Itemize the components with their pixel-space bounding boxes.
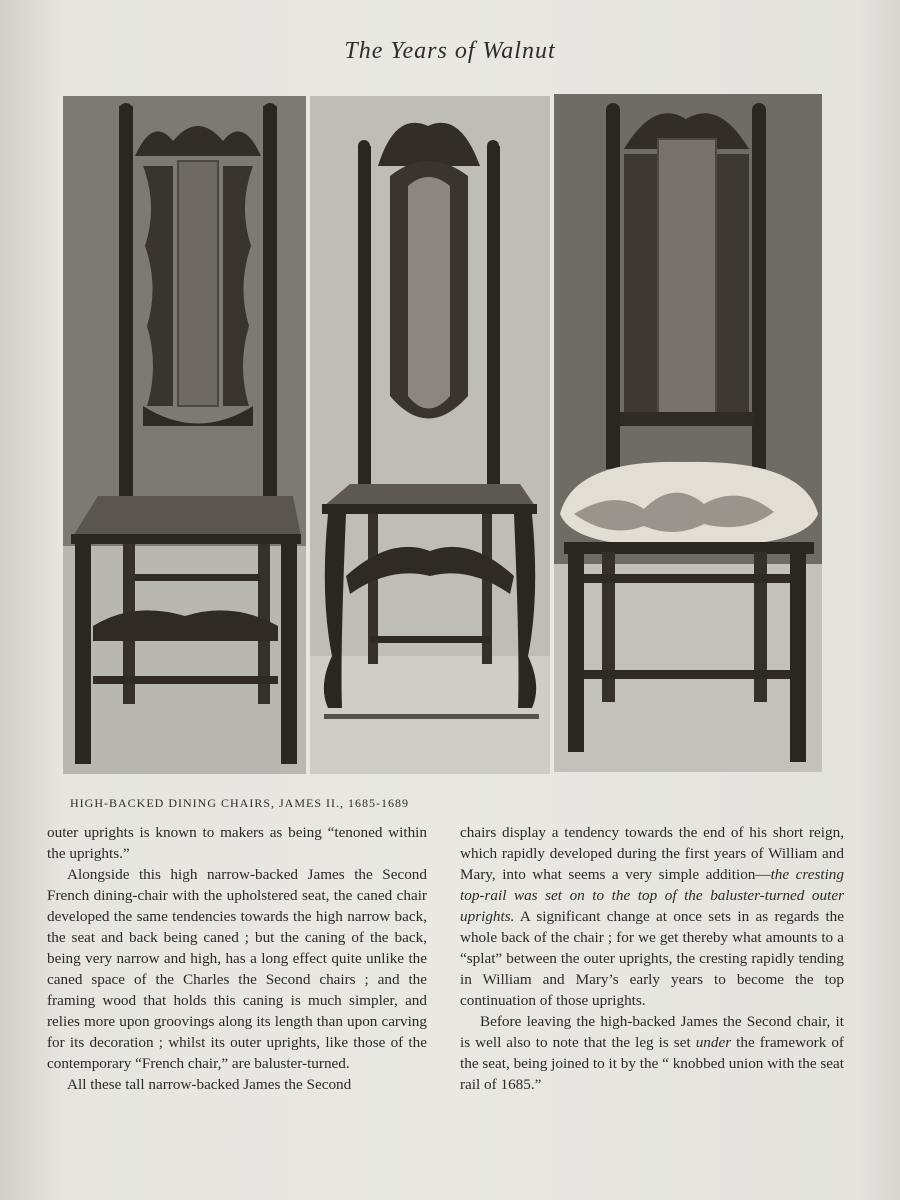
photo-plate-center: [310, 96, 550, 774]
italic-text-run: the cresting top-rail was set on to the top of the baluster-turned outer uprights.: [460, 866, 844, 925]
text-run: chairs display a tendency towards the end of his short reign, which rapidly developed during the first years of William and Mary, into what seems a very simple addition—: [460, 824, 844, 883]
paragraph: [460, 822, 844, 1011]
upholstered-seat-chair-image: [554, 94, 822, 772]
text-column-right: [460, 822, 844, 1095]
photo-plate-left: [63, 96, 306, 774]
italic-text-run: under: [695, 1034, 732, 1051]
carved-caned-chair-image: [63, 96, 306, 774]
paragraph: Alongside this high narrow-backed James the Second French dining-chair with the upholstered seat, the caned chair developed the same tendencies towards the high narrow back, the seat and back being caned ; but the caning of the back, being very narrow and high, has a long effect quite unlike the caned space of the Charles the Second chairs ; and the framing wood that holds this caning is much simpler, and relies more upon groovings along its length than upon carving for its decoration ; whilst its outer uprights, like those of the contemporary “French chair,” are baluster-turned.: [47, 866, 427, 1072]
paragraph: [460, 1011, 844, 1095]
photo-plate-right: [554, 94, 822, 772]
text-run: the framework of the seat, being joined to it by the “ knobbed union with the seat rail of 1685.”: [460, 1034, 844, 1093]
text-run: Before leaving the high-backed James the Second chair, it is well also to note that the leg is set: [460, 1013, 844, 1051]
paragraph: outer uprights is known to makers as being “tenoned within the uprights.”: [47, 824, 427, 862]
paragraph: All these tall narrow-backed James the Second: [67, 1076, 352, 1093]
oval-back-caned-chair-image: [310, 96, 550, 774]
text-run: A significant change at once sets in as regards the whole back of the chair ; for we get thereby what amounts to a “splat” between the outer uprights, the cresting rapidly tending in William and Mary’s early years to become the top continuation of those uprights.: [460, 908, 844, 1009]
running-head: The Years of Walnut: [344, 38, 556, 64]
plate-caption: HIGH-BACKED DINING CHAIRS, JAMES II., 1685-1689: [70, 796, 409, 810]
text-column-left: [47, 822, 427, 1095]
